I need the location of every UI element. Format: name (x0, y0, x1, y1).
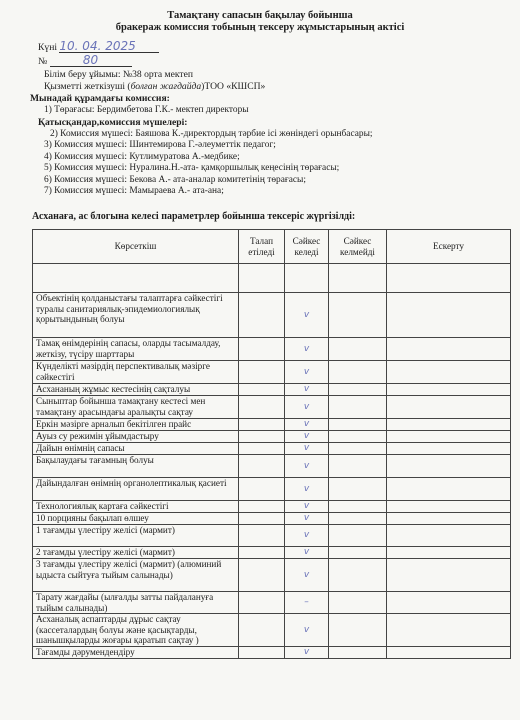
row-indicator: 3 тағамды үлестіру желісі (мармит) (алюминий ыдыста сыйтуға тыйым салынады) (33, 559, 239, 592)
section-title: Асханаға, ас блогына келесі параметрлер бойынша тексеріс жүргізілді: (32, 211, 356, 222)
table-body (33, 264, 511, 659)
row-note-cell (387, 647, 511, 659)
row-compliant-mark: v (285, 478, 329, 501)
number-label: № (38, 56, 48, 67)
row-indicator: Бақылаудағы тағамның болуы (33, 455, 239, 478)
row-compliant-mark: v (285, 525, 329, 547)
row-noncompliant-cell (329, 501, 387, 513)
table-row (33, 513, 511, 525)
row-compliant-mark: v (285, 614, 329, 647)
row-required-cell (239, 455, 285, 478)
row-note-cell (387, 478, 511, 501)
row-required-cell (239, 338, 285, 361)
row-required-cell (239, 384, 285, 396)
row-compliant-mark: v (285, 501, 329, 513)
row-note-cell (387, 264, 511, 293)
row-required-cell (239, 431, 285, 443)
row-noncompliant-cell (329, 513, 387, 525)
row-note-cell (387, 396, 511, 419)
row-noncompliant-cell (329, 547, 387, 559)
number-value: 80 (50, 54, 132, 67)
row-indicator: Технологиялық картаға сәйкестігі (33, 501, 239, 513)
row-compliant-mark (285, 264, 329, 293)
table-row (33, 525, 511, 547)
participants-heading: Қатысқандар,комиссия мүшелері: (38, 117, 188, 128)
row-compliant-mark: v (285, 384, 329, 396)
member-item: 4) Комиссия мүшесі: Кутлимуратова А.-медбике; (44, 152, 240, 162)
supplier-rest: )ТОО «КШСП» (201, 81, 266, 92)
row-compliant-mark: v (285, 361, 329, 384)
row-indicator: Ауыз су режимін ұйымдастыру (33, 431, 239, 443)
row-note-cell (387, 501, 511, 513)
row-compliant-mark: v (285, 293, 329, 338)
row-indicator: Тамақ өнімдерінің сапасы, оларды тасымалдау, жеткізу, түсіру шарттары (33, 338, 239, 361)
row-compliant-mark: v (285, 419, 329, 431)
row-note-cell (387, 384, 511, 396)
row-note-cell (387, 525, 511, 547)
row-indicator: Асхананың жұмыс кестесінің сақталуы (33, 384, 239, 396)
row-compliant-mark: v (285, 338, 329, 361)
document-title-line1: Тамақтану сапасын бақылау бойынша (167, 10, 353, 21)
date-label: Күні (38, 42, 57, 53)
row-indicator: 10 порцияны бақылап өлшеу (33, 513, 239, 525)
table-row (33, 559, 511, 592)
row-required-cell (239, 614, 285, 647)
table-row (33, 592, 511, 614)
row-indicator: Сыныптар бойынша тамақтану кестесі мен тамақтану арасындағы аралықты сақтау (33, 396, 239, 419)
member-item: 7) Комиссия мүшесі: Мамыраева А.- ата-ана; (44, 186, 224, 196)
row-required-cell (239, 559, 285, 592)
row-noncompliant-cell (329, 647, 387, 659)
commission-heading: Мынадай құрамдағы комиссия: (30, 93, 170, 104)
table-row (33, 501, 511, 513)
header-indicator: Көрсеткіш (33, 230, 239, 264)
supplier-label: Қызметті жеткізуші ( (44, 81, 131, 92)
member-item: 3) Комиссия мүшесі: Шинтемирова Г.-әлеуметтік педагог; (44, 140, 276, 150)
row-indicator: Асханалық аспаптарды дұрыс сақтау (кассеталардың болуы және қасықтарды, шанышқыларды жоғары қаратып сақтау ) (33, 614, 239, 647)
row-note-cell (387, 443, 511, 455)
row-required-cell (239, 513, 285, 525)
row-required-cell (239, 264, 285, 293)
row-required-cell (239, 525, 285, 547)
table-row (33, 396, 511, 419)
row-noncompliant-cell (329, 419, 387, 431)
row-indicator: Дайындалған өнімнің органолептикалық қасиеті (33, 478, 239, 501)
row-compliant-mark: v (285, 396, 329, 419)
header-noncompliant: Сәйкес келмейді (329, 230, 387, 264)
row-note-cell (387, 361, 511, 384)
row-noncompliant-cell (329, 384, 387, 396)
row-required-cell (239, 592, 285, 614)
row-indicator: 1 тағамды үлестіру желісі (мармит) (33, 525, 239, 547)
row-compliant-mark: v (285, 443, 329, 455)
date-value: 10. 04. 2025 (59, 40, 159, 53)
row-required-cell (239, 419, 285, 431)
row-required-cell (239, 547, 285, 559)
row-note-cell (387, 431, 511, 443)
row-compliant-mark: – (285, 592, 329, 614)
table-row (33, 361, 511, 384)
row-note-cell (387, 293, 511, 338)
row-noncompliant-cell (329, 525, 387, 547)
table-row (33, 478, 511, 501)
table-row (33, 338, 511, 361)
table-row (33, 614, 511, 647)
row-noncompliant-cell (329, 614, 387, 647)
table-header-row (33, 230, 511, 264)
table-row (33, 443, 511, 455)
row-indicator: 2 тағамды үлестіру желісі (мармит) (33, 547, 239, 559)
row-compliant-mark: v (285, 647, 329, 659)
row-note-cell (387, 547, 511, 559)
supplier-italic: болған жағдайда (130, 81, 202, 92)
row-compliant-mark: v (285, 513, 329, 525)
row-noncompliant-cell (329, 455, 387, 478)
commission-chair: 1) Төрағасы: Бердимбетова Г.К.- мектеп директоры (44, 105, 249, 115)
row-noncompliant-cell (329, 478, 387, 501)
row-noncompliant-cell (329, 264, 387, 293)
header-note: Ескерту (387, 230, 511, 264)
row-required-cell (239, 293, 285, 338)
table-row (33, 264, 511, 293)
row-compliant-mark: v (285, 431, 329, 443)
row-note-cell (387, 513, 511, 525)
table-row (33, 419, 511, 431)
row-note-cell (387, 338, 511, 361)
member-item: 5) Комиссия мүшесі: Нуралина.Н.-ата- қамқоршылық кеңесінің төрағасы; (44, 163, 340, 173)
table-row (33, 384, 511, 396)
table-row (33, 431, 511, 443)
header-compliant: Сәйкес келеді (285, 230, 329, 264)
row-indicator: Тарату жағдайы (ылғалды затты пайдалануға тыйым салынады) (33, 592, 239, 614)
row-noncompliant-cell (329, 338, 387, 361)
row-required-cell (239, 647, 285, 659)
row-compliant-mark: v (285, 455, 329, 478)
row-note-cell (387, 559, 511, 592)
row-noncompliant-cell (329, 396, 387, 419)
number-line (38, 54, 132, 68)
row-required-cell (239, 361, 285, 384)
date-line (38, 40, 159, 54)
row-note-cell (387, 592, 511, 614)
row-noncompliant-cell (329, 431, 387, 443)
row-required-cell (239, 396, 285, 419)
row-indicator: Еркін мәзірге арналып бекітілген прайс (33, 419, 239, 431)
school-line: Білім беру ұйымы: №38 орта мектеп (44, 69, 193, 80)
member-item: 6) Комиссия мүшесі: Бекова А.- ата-аналар комитетінің төрағасы; (44, 175, 306, 185)
row-indicator: Күнделікті мәзірдің перспективалық мәзірге сәйкестігі (33, 361, 239, 384)
row-note-cell (387, 419, 511, 431)
row-noncompliant-cell (329, 361, 387, 384)
row-indicator (33, 264, 239, 293)
row-noncompliant-cell (329, 443, 387, 455)
supplier-line (44, 81, 265, 93)
row-required-cell (239, 501, 285, 513)
member-item: 2) Комиссия мүшесі: Баяшова К.-директордың тәрбие ісі жөніндегі орынбасары; (50, 129, 373, 139)
row-noncompliant-cell (329, 293, 387, 338)
row-note-cell (387, 614, 511, 647)
table-row (33, 647, 511, 659)
table-row (33, 455, 511, 478)
document-title-line2: бракераж комиссия тобының тексеру жұмыстарының актісі (115, 22, 405, 33)
row-indicator: Дайын өнімнің сапасы (33, 443, 239, 455)
row-noncompliant-cell (329, 559, 387, 592)
row-compliant-mark: v (285, 559, 329, 592)
inspection-table (32, 229, 511, 659)
row-indicator: Тағамды дәрумендендіру (33, 647, 239, 659)
row-required-cell (239, 478, 285, 501)
row-required-cell (239, 443, 285, 455)
row-noncompliant-cell (329, 592, 387, 614)
table-row (33, 547, 511, 559)
header-required: Талап етіледі (239, 230, 285, 264)
table-row (33, 293, 511, 338)
row-compliant-mark: v (285, 547, 329, 559)
row-indicator: Объектінің қолданыстағы талаптарға сәйкестігі туралы санитариялық-эпидемиологиялық қорытындының болуы (33, 293, 239, 338)
row-note-cell (387, 455, 511, 478)
